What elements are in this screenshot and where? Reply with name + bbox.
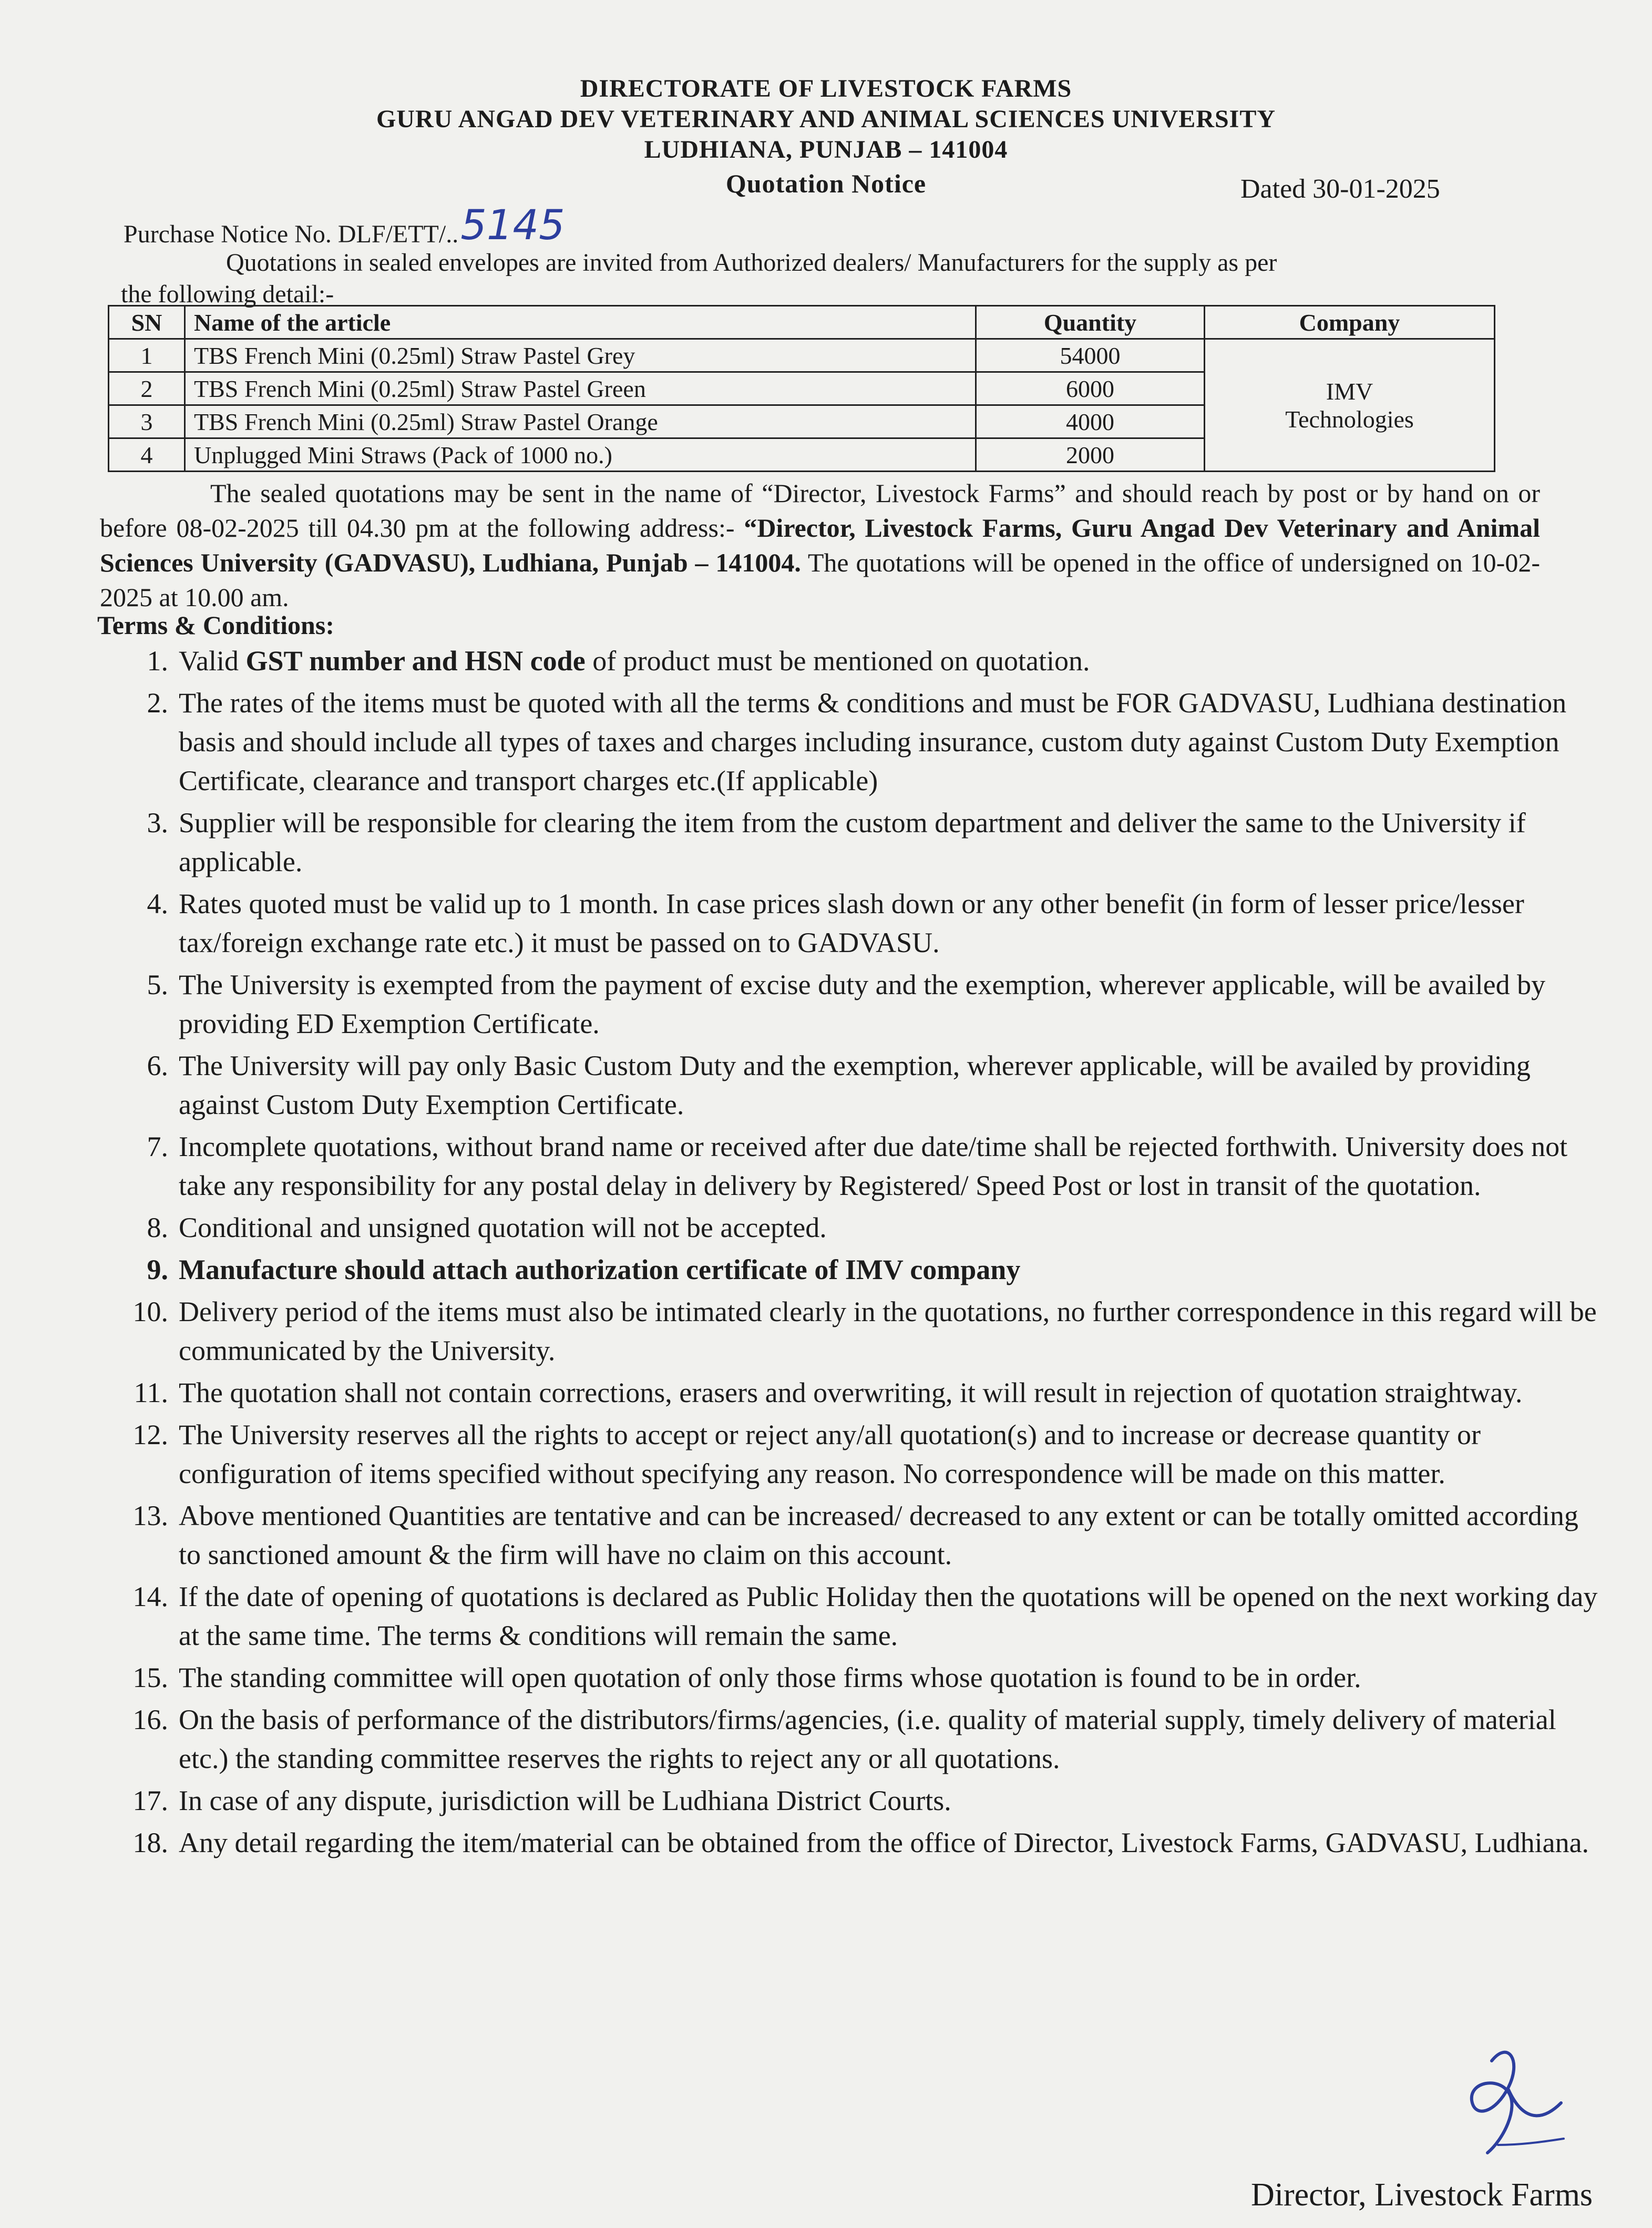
row-sn: 2 xyxy=(109,372,185,405)
term-number: 6. xyxy=(147,1050,168,1081)
row-sn: 4 xyxy=(109,438,185,472)
submission-address: “Director, Livestock Farms, Guru Angad Dev Veterinary and Animal Sciences University (GADVASU), Ludhiana, Punjab – 141004. xyxy=(100,513,1540,577)
term-item xyxy=(89,1373,1603,1412)
term-number: 2. xyxy=(147,687,168,719)
company-name-line-1: IMV xyxy=(1326,377,1373,405)
intro-line-1: Quotations in sealed envelopes are invited from Authorized dealers/ Manufacturers for the supply as per xyxy=(226,249,1277,277)
term-number: 1. xyxy=(147,645,168,677)
row-sn: 3 xyxy=(109,405,185,438)
header-company: Company xyxy=(1205,306,1495,339)
term-text: If the date of opening of quotations is declared as Public Holiday then the quotations will be opened on the next working day at the same time. The terms & conditions will remain the same. xyxy=(179,1581,1598,1651)
term-number: 3. xyxy=(147,807,168,839)
row-article: TBS French Mini (0.25ml) Straw Pastel Orange xyxy=(185,405,976,438)
term-number: 12. xyxy=(132,1419,168,1450)
term-number: 18. xyxy=(132,1827,168,1858)
term-text: The standing committee will open quotation of only those firms whose quotation is found to be in order. xyxy=(179,1662,1361,1693)
terms-list xyxy=(89,641,1603,1865)
row-article: TBS French Mini (0.25ml) Straw Pastel Green xyxy=(185,372,976,405)
term-text: Any detail regarding the item/material can be obtained from the office of Director, Livestock Farms, GADVASU, Ludhiana. xyxy=(179,1827,1589,1858)
term-text: The University will pay only Basic Custom Duty and the exemption, wherever applicable, will be availed by providing against Custom Duty Exemption Certificate. xyxy=(179,1050,1531,1120)
term-item xyxy=(89,1208,1603,1247)
term-item xyxy=(89,1046,1603,1124)
row-quantity: 6000 xyxy=(976,372,1205,405)
term-text: Conditional and unsigned quotation will not be accepted. xyxy=(179,1212,827,1243)
term-text: Above mentioned Quantities are tentative and can be increased/ decreased to any extent or can be totally omitted according to sanctioned amount & the firm will have no claim on this account. xyxy=(179,1500,1578,1570)
row-article: Unplugged Mini Straws (Pack of 1000 no.) xyxy=(185,438,976,472)
table-row xyxy=(109,339,1495,372)
term-text: Supplier will be responsible for clearing the item from the custom department and deliver the same to the University if applicable. xyxy=(179,807,1526,877)
term-item xyxy=(89,1292,1603,1370)
term-text: In case of any dispute, jurisdiction will be Ludhiana District Courts. xyxy=(179,1785,951,1816)
term-text: The rates of the items must be quoted with all the terms & conditions and must be FOR GADVASU, Ludhiana destination basis and should include all types of taxes and charges including insurance, custom duty against Custom Duty Exemption Certificate, clearance and transport charges etc.(If applicable) xyxy=(179,687,1567,796)
notice-number-dots: .. xyxy=(446,220,459,248)
term-item xyxy=(89,1577,1603,1655)
header-address: LUDHIANA, PUNJAB – 141004 xyxy=(644,136,1008,163)
term-text: Rates quoted must be valid up to 1 month. In case prices slash down or any other benefit (in form of lesser price/lesser tax/foreign exchange rate etc.) it must be passed on to GADVASU. xyxy=(179,888,1524,958)
term-text: The University reserves all the rights to accept or reject any/all quotation(s) and to increase or decrease quantity or configuration of items specified without specifying any reason. No correspondence will be made on this matter. xyxy=(179,1419,1481,1489)
term-item xyxy=(89,1415,1603,1493)
handwritten-signature xyxy=(1430,2040,1577,2166)
term-item xyxy=(89,1700,1603,1778)
row-quantity: 2000 xyxy=(976,438,1205,472)
intro-line-2: the following detail:- xyxy=(121,280,334,308)
term-text: The University is exempted from the payment of excise duty and the exemption, wherever applicable, will be availed by providing ED Exemption Certificate. xyxy=(179,969,1546,1039)
company-name-line-2: Technologies xyxy=(1285,405,1414,433)
row-quantity: 54000 xyxy=(976,339,1205,372)
term-text: Delivery period of the items must also be intimated clearly in the quotations, no further correspondence in this regard will be communicated by the University. xyxy=(179,1296,1597,1366)
term-number: 16. xyxy=(132,1704,168,1735)
term-text: Incomplete quotations, without brand name or received after due date/time shall be rejected forthwith. University does not take any responsibility for any postal delay in delivery by Registered/ Speed Post or lost in transit of the quotation. xyxy=(179,1131,1568,1201)
term-item xyxy=(89,641,1603,680)
term-number: 17. xyxy=(132,1785,168,1816)
submission-text-1: The sealed quotations may be sent in the name of “Director, Livestock Farms” and should reach by post or by hand on or before 08-02-2025 till 04.30 pm at the following address:- xyxy=(100,478,1540,543)
terms-heading: Terms & Conditions: xyxy=(97,610,334,640)
term-text-pre: Valid xyxy=(179,645,246,677)
term-item xyxy=(89,1658,1603,1697)
term-text: Manufacture should attach authorization certificate of IMV company xyxy=(179,1254,1021,1285)
header-directorate: DIRECTORATE OF LIVESTOCK FARMS xyxy=(580,75,1072,103)
term-number: 15. xyxy=(132,1662,168,1693)
term-item xyxy=(89,1496,1603,1574)
term-number: 10. xyxy=(132,1296,168,1327)
row-article: TBS French Mini (0.25ml) Straw Pastel Grey xyxy=(185,339,976,372)
intro-text xyxy=(121,247,1487,310)
term-text: On the basis of performance of the distributors/firms/agencies, (i.e. quality of material supply, timely delivery of material etc.) the standing committee reserves the rights to reject any or all quotations. xyxy=(179,1704,1556,1774)
row-sn: 1 xyxy=(109,339,185,372)
term-number: 13. xyxy=(132,1500,168,1531)
term-item xyxy=(89,884,1603,962)
term-number: 5. xyxy=(147,969,168,1000)
term-item xyxy=(89,1781,1603,1820)
term-number: 14. xyxy=(132,1581,168,1612)
header-quantity: Quantity xyxy=(976,306,1205,339)
term-text-bold: GST number and HSN code xyxy=(245,645,586,677)
row-quantity: 4000 xyxy=(976,405,1205,438)
items-table xyxy=(108,305,1495,472)
company-cell xyxy=(1205,339,1495,472)
term-text: The quotation shall not contain corrections, erasers and overwriting, it will result in rejection of quotation straightway. xyxy=(179,1377,1523,1408)
term-item xyxy=(89,1127,1603,1205)
page-title: Quotation Notice xyxy=(725,169,927,198)
header-university: GURU ANGAD DEV VETERINARY AND ANIMAL SCIENCES UNIVERSITY xyxy=(376,105,1276,133)
term-number: 8. xyxy=(147,1212,168,1243)
header-sn: SN xyxy=(109,306,185,339)
table-header-row xyxy=(109,306,1495,339)
term-number: 11. xyxy=(134,1377,168,1408)
term-item xyxy=(89,965,1603,1043)
term-number: 7. xyxy=(147,1131,168,1162)
submission-paragraph xyxy=(100,476,1540,615)
signatory-title: Director, Livestock Farms xyxy=(1251,2177,1593,2213)
term-number: 9. xyxy=(147,1254,168,1285)
term-item xyxy=(89,683,1603,800)
term-item xyxy=(89,1250,1603,1289)
handwritten-notice-number: 5145 xyxy=(460,202,565,249)
purchase-notice-number xyxy=(124,202,565,252)
term-number: 4. xyxy=(147,888,168,919)
term-item xyxy=(89,803,1603,881)
term-text-post: of product must be mentioned on quotation. xyxy=(585,645,1090,677)
notice-number-label: Purchase Notice No. DLF/ETT/ xyxy=(124,220,446,248)
notice-date: Dated 30-01-2025 xyxy=(1240,174,1440,204)
submission-text-2: The quotations will be opened in the office of undersigned on 10-02-2025 at 10.00 am. xyxy=(100,548,1540,612)
term-item xyxy=(89,1823,1603,1862)
header-article: Name of the article xyxy=(185,306,976,339)
